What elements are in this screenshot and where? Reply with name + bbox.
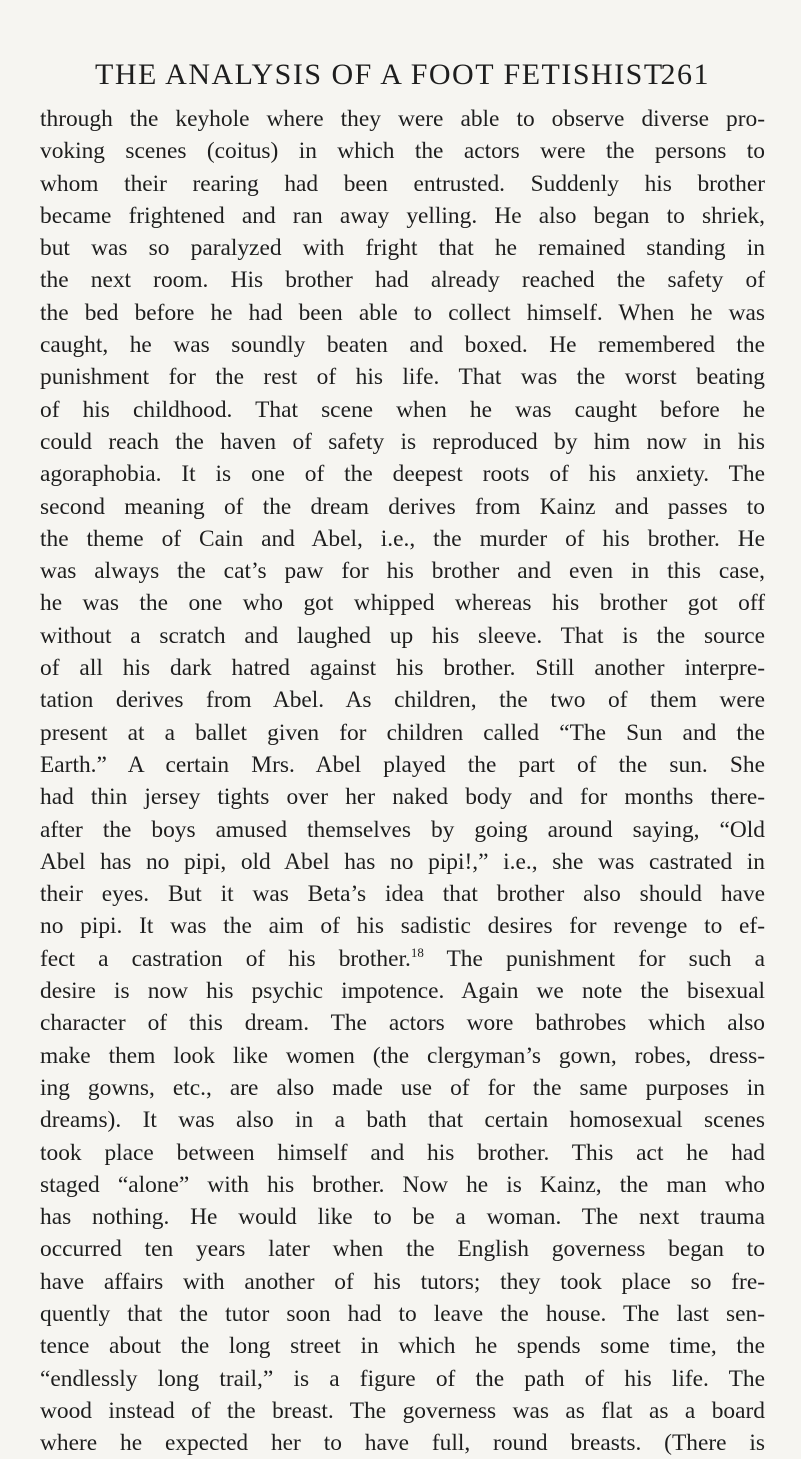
text-line: had thin jersey tights over her naked body and for months there- bbox=[40, 784, 765, 811]
text-line: has nothing. He would like to be a woman. The next trauma bbox=[40, 1204, 765, 1231]
text-line: the theme of Cain and Abel, i.e., the murder of his brother. He bbox=[40, 525, 765, 552]
text-line: punishment for the rest of his life. That was the worst beating bbox=[40, 364, 765, 391]
text-line: became frightened and ran away yelling. He also began to shriek, bbox=[40, 202, 765, 229]
text-line: Earth.” A certain Mrs. Abel played the part of the sun. She bbox=[40, 751, 765, 778]
text-line: their eyes. But it was Beta’s idea that brother also should have bbox=[40, 881, 765, 908]
text-line: could reach the haven of safety is reproduced by him now in his bbox=[40, 428, 765, 455]
running-head bbox=[95, 55, 710, 95]
text-line: the bed before he had been able to collect himself. When he was bbox=[40, 299, 765, 326]
text-line: was always the cat’s paw for his brother and even in this case, bbox=[40, 558, 765, 585]
text-line: whom their rearing had been entrusted. Suddenly his brother bbox=[40, 170, 765, 197]
text-line: the next room. His brother had already reached the safety of bbox=[40, 267, 765, 294]
text-line: through the keyhole where they were able to observe diverse pro- bbox=[40, 106, 765, 132]
text-line: he was the one who got whipped whereas his brother got off bbox=[40, 590, 765, 617]
footnote-marker: 18 bbox=[410, 944, 424, 960]
running-title: THE ANALYSIS OF A FOOT FETISHIST bbox=[95, 58, 664, 91]
text-segment: fect a castration of his brother. bbox=[40, 945, 411, 972]
text-line: character of this dream. The actors wore bathrobes which also bbox=[40, 1010, 765, 1037]
text-line: second meaning of the dream derives from Kainz and passes to bbox=[40, 493, 765, 520]
page-number: 261 bbox=[660, 58, 710, 91]
text-line: make them look like women (the clergyman’s gown, robes, dress- bbox=[40, 1042, 765, 1069]
text-line: staged “alone” with his brother. Now he is Kainz, the man who bbox=[40, 1171, 765, 1198]
text-line-with-footnote bbox=[40, 943, 765, 975]
text-line: voking scenes (coitus) in which the actors were the persons to bbox=[40, 138, 765, 165]
text-line: occurred ten years later when the English governess began to bbox=[40, 1236, 765, 1263]
text-line: agoraphobia. It is one of the deepest roots of his anxiety. The bbox=[40, 461, 765, 488]
text-line: desire is now his psychic impotence. Again we note the bisexual bbox=[40, 978, 765, 1005]
text-line: have affairs with another of his tutors; they took place so fre- bbox=[40, 1268, 765, 1295]
text-line: after the boys amused themselves by going around saying, “Old bbox=[40, 816, 765, 843]
body-text bbox=[40, 103, 765, 1459]
text-line: quently that the tutor soon had to leave the house. The last sen- bbox=[40, 1300, 765, 1327]
text-segment: The punishment for such a bbox=[423, 945, 765, 972]
text-line: of all his dark hatred against his brother. Still another interpre- bbox=[40, 655, 765, 682]
text-line: of his childhood. That scene when he was caught before he bbox=[40, 396, 765, 423]
text-line: no pipi. It was the aim of his sadistic desires for revenge to ef- bbox=[40, 913, 765, 940]
text-line: present at a ballet given for children called “The Sun and the bbox=[40, 719, 765, 746]
text-line: but was so paralyzed with fright that he remained standing in bbox=[40, 235, 765, 262]
text-line: wood instead of the breast. The governess was as flat as a board bbox=[40, 1397, 765, 1424]
text-line: ing gowns, etc., are also made use of for the same purposes in bbox=[40, 1074, 765, 1101]
text-line: dreams). It was also in a bath that certain homosexual scenes bbox=[40, 1107, 765, 1134]
text-line: caught, he was soundly beaten and boxed. He remembered the bbox=[40, 332, 765, 359]
text-line: Abel has no pipi, old Abel has no pipi!,” i.e., she was castrated in bbox=[40, 848, 765, 875]
text-line: where he expected her to have full, round breasts. (There is bbox=[40, 1430, 765, 1457]
text-line: tence about the long street in which he spends some time, the bbox=[40, 1333, 765, 1360]
text-line: “endlessly long trail,” is a figure of the path of his life. The bbox=[40, 1365, 765, 1392]
text-line: tation derives from Abel. As children, the two of them were bbox=[40, 687, 765, 714]
text-line: without a scratch and laughed up his sleeve. That is the source bbox=[40, 622, 765, 649]
text-line: took place between himself and his brother. This act he had bbox=[40, 1139, 765, 1166]
